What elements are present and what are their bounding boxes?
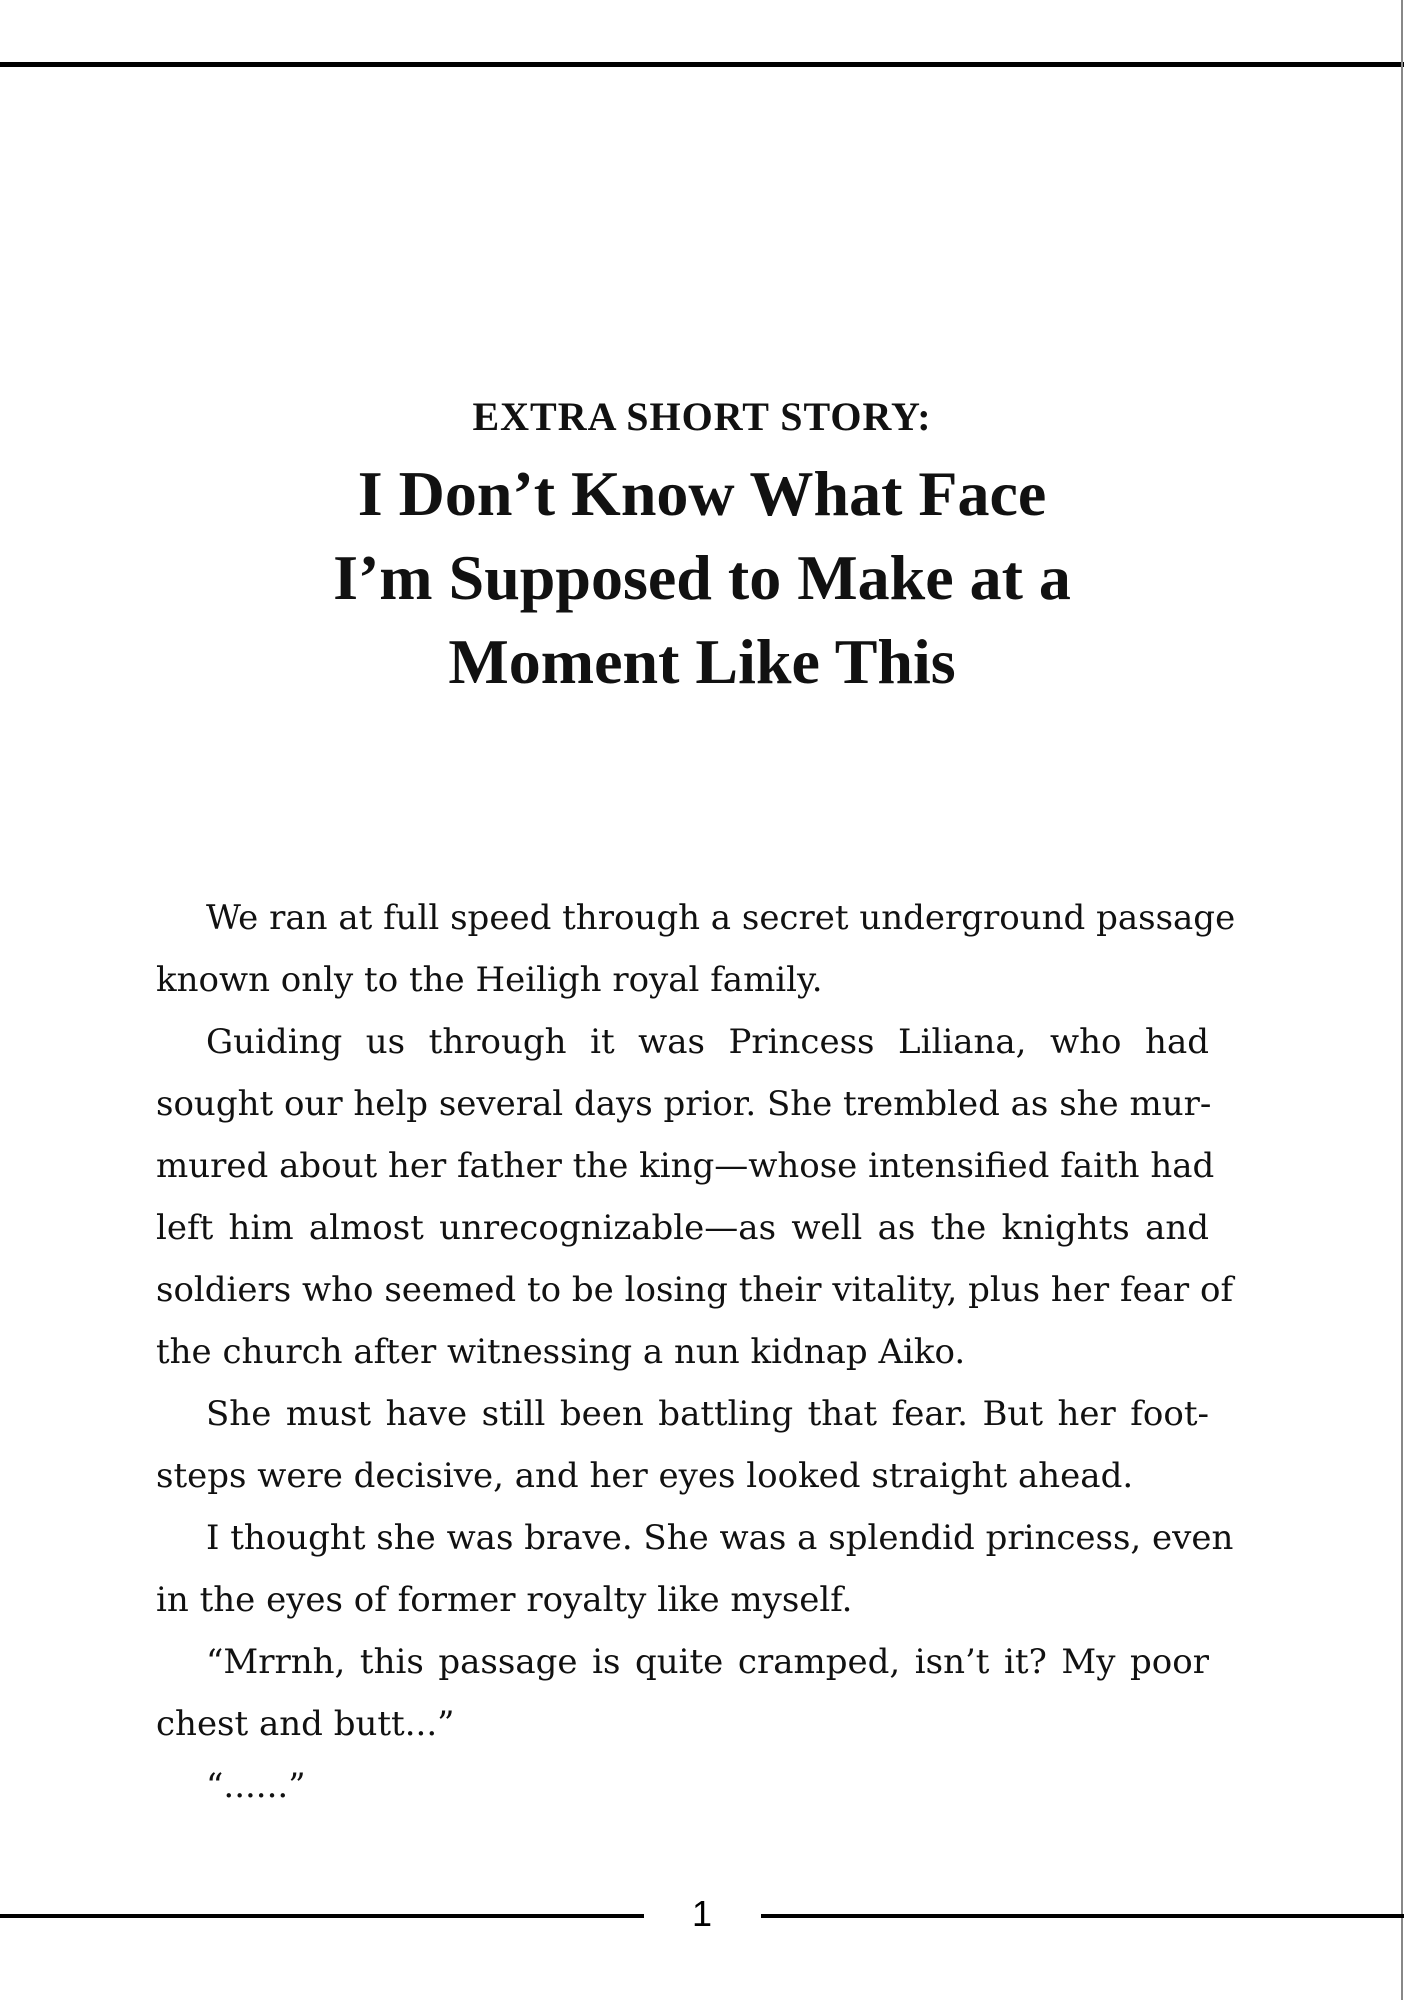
text-line: left him almost unrecognizable—as well as the knights and <box>156 1208 1209 1248</box>
text-line: Guiding us through it was Princess Liliana, who had <box>206 1022 1209 1062</box>
footer-rule-left <box>0 1914 644 1918</box>
top-rule <box>0 62 1404 67</box>
page-edge <box>1401 0 1403 2000</box>
paragraph <box>156 1383 1209 1507</box>
paragraph <box>156 1755 1209 1817</box>
paragraph <box>156 1011 1234 1383</box>
footer-rule-right <box>761 1914 1404 1918</box>
text-line: “Mrrnh, this passage is quite cramped, isn’t it? My poor <box>206 1642 1209 1682</box>
paragraph <box>156 887 1236 1011</box>
text-line: She must have still been battling that fear. But her foot- <box>206 1394 1209 1434</box>
paragraph <box>156 1631 1209 1755</box>
chapter-title <box>0 452 1404 704</box>
text-line: We ran at full speed through a secret underground passage <box>206 898 1236 938</box>
title-line: I Don’t Know What Face <box>357 458 1047 529</box>
chapter-kicker: EXTRA SHORT STORY: <box>472 394 932 439</box>
text-line: mured about her father the king—whose intensified faith had <box>156 1146 1215 1186</box>
text-line: sought our help several days prior. She trembled as she mur- <box>156 1084 1212 1124</box>
text-line: I thought she was brave. She was a splendid princess, even <box>206 1518 1234 1558</box>
text-line: the church after witnessing a nun kidnap Aiko. <box>156 1332 966 1372</box>
text-line: soldiers who seemed to be losing their vitality, plus her fear of <box>156 1270 1234 1310</box>
text-line: “......” <box>206 1766 306 1806</box>
title-line: Moment Like This <box>448 626 956 697</box>
title-line: I’m Supposed to Make at a <box>333 542 1071 613</box>
text-line: chest and butt...” <box>156 1704 455 1744</box>
text-line: in the eyes of former royalty like myself. <box>156 1580 853 1620</box>
paragraph <box>156 1507 1234 1631</box>
text-line: steps were decisive, and her eyes looked straight ahead. <box>156 1456 1134 1496</box>
body-text <box>156 887 1236 1817</box>
page-number: 1 <box>691 1893 713 1934</box>
text-line: known only to the Heiligh royal family. <box>156 960 823 1000</box>
